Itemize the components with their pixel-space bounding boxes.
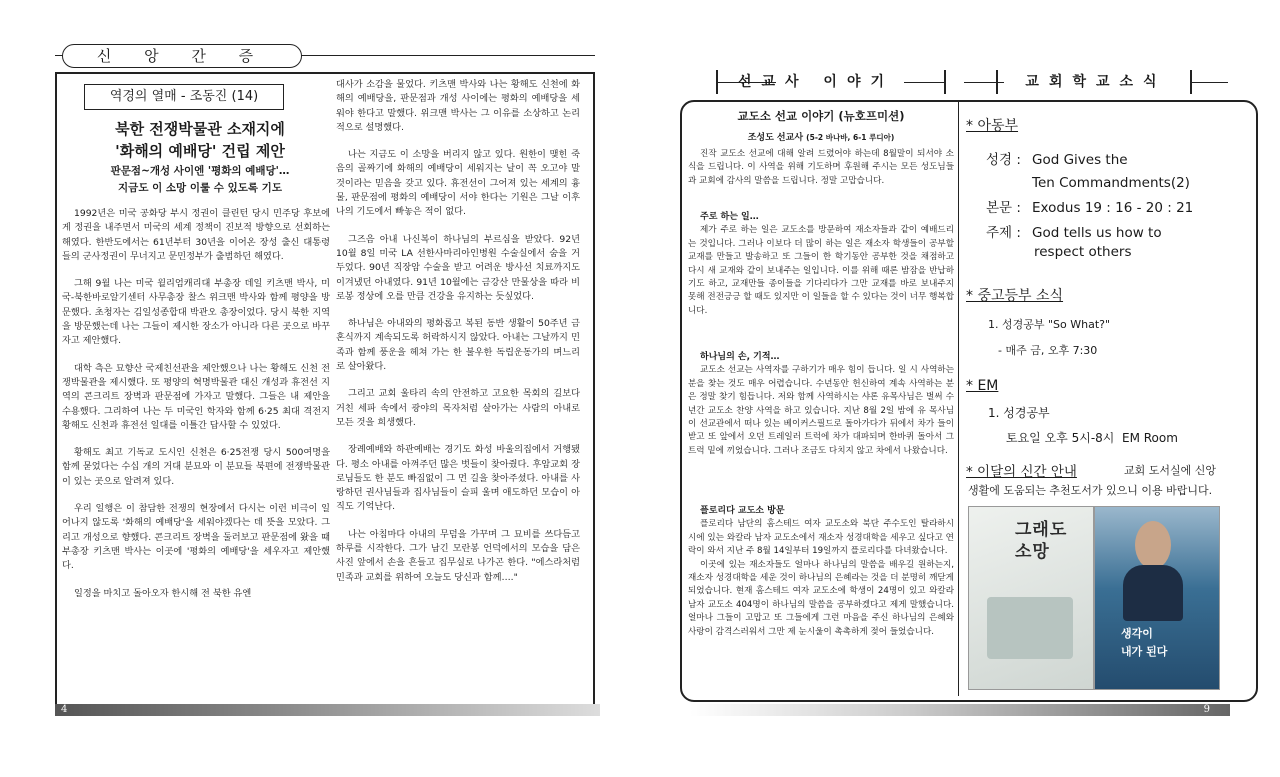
section-heading: 주로 하는 일… [700, 212, 759, 222]
author-photo-body [1123, 565, 1183, 621]
em-title: * EM [966, 378, 999, 394]
header-rule [964, 82, 1004, 83]
kids-text-label: 본문 : [986, 200, 1021, 216]
page-number: 4 [61, 704, 68, 715]
mission-intro [688, 148, 954, 188]
mission-section-2 [688, 351, 954, 458]
book-cover-2-title-2: 내가 된다 [1121, 645, 1168, 658]
headline-line-2: '화해의 예배당' 건립 제안 [115, 142, 285, 160]
paragraph: 대학 측은 묘향산 국제친선관을 제안했으나 나는 황해도 신천 전쟁박물관을 제시했다. 또 평양의 혁명박물관 대신 개성과 휴전선 지역의 콘크리트 장벽과 판문점에 가자고 말했다. 그들은 내 제안을 수용했다. 그리하여 나는 두 미국인 학자와 함께 6·25 최대 격전지 황해도 신천과 휴전선 일대를 이틀간 답사할 수 있었다. [62, 362, 330, 431]
header-tick [944, 70, 946, 94]
footer-bar-left [55, 704, 600, 716]
paragraph: 그리고 교회 울타리 속의 안전하고 고요한 목회의 길보다 거친 세파 속에서 광야의 목자처럼 살아가는 사람의 아내로 모든 것을 희생했다. [336, 388, 580, 428]
paragraph: 장례예배와 하관예배는 경기도 화성 바울의집에서 거행됐다. 평소 아내를 아껴주던 많은 벗들이 찾아줬다. 후암교회 장로님들도 한 분도 빠짐없이 그 먼 길을 찾아주셨다. 아내를 사랑하던 권사님들과 집사님들이 슬피 울며 애도하던 모습이 아직도 기억난다. [336, 444, 580, 513]
kids-verse-2: Ten Commandments(2) [1032, 175, 1190, 191]
paragraph: 일정을 마치고 돌아오자 한시해 전 북한 유엔 [74, 587, 252, 599]
new-books-desc-1: 교회 도서실에 신앙 [1124, 464, 1217, 477]
footer-bar-right [690, 704, 1230, 716]
mission-section-3 [688, 505, 954, 639]
page-number: 9 [1203, 704, 1210, 715]
series-title: 역경의 열매 - 조동진 (14) [84, 84, 284, 110]
paragraph: 이곳에 있는 재소자들도 얼마나 하나님의 말씀을 배우길 원하는지, 재소자 성경대학을 세운 것이 하나님의 은혜라는 것을 더 분명히 깨닫게 되었습니다. 현재 홈스테드 여자 교도소에 학생이 24명이 있고 와칼라 남자 교도소 404명이 하나님의 말씀을 공부하겠다고 제게 말했습니다. 얼마나 그들이 고맙고 또 그들에게 그런 마음을 주신 하나님의 은혜와 사랑이 감격스러워서 그만 제 눈시울이 촉촉하게 젖어 들었습니다. [688, 559, 954, 637]
article-subheadline [70, 163, 330, 197]
paragraph: 그즈음 아내 나신복이 하나님의 부르심을 받았다. 92년 10월 8일 미국 LA 선한사마리아인병원 수술실에서 숨을 거두었다. 90년 직장암 수술을 받고 어려운 방사선 치료까지도 이겨냈던 아내였다. 91년 10월에는 금강산 만물상을 따라 비로봉 정상에 오를 만큼 건강을 유지하는 듯싶었다. [336, 233, 580, 302]
section-header-mission: 선교사 이야기 [737, 74, 895, 90]
paragraph: 그해 9월 나는 미국 윌리엄캐리대 부총장 데일 키츠맨 박사, 미국-북한바로알기센터 사무총장 찰스 위크맨 박사와 함께 평양을 방문했다. 초청자는 김일성종합대 박관오 총장이었다. 당시 북한 지역을 방문했는데 나는 그들이 제시한 장소가 아니라 다른 곳으로 바꾸자고 제안했다. [62, 278, 330, 347]
em-item-2: 토요일 오후 5시-8시 EM Room [1006, 431, 1178, 445]
subheadline-line-1: 판문점~개성 사이엔 '평화의 예배당'… [110, 165, 290, 177]
book-cover-2-title-1: 생각이 [1121, 627, 1153, 640]
mission-title: 교도소 선교 이야기 (뉴호프미션) [737, 109, 905, 123]
paragraph: 대사가 소감을 물었다. 키츠맨 박사와 나는 황해도 신천에 화해의 예배당을, 판문점과 개성 사이에는 평화의 예배당을 세워야 한다고 말했다. 위크맨 박사는 그 이유를 소상하고 논리적으로 설명했다. [336, 79, 580, 133]
youth-item-1: 1. 성경공부 "So What?" [988, 318, 1111, 331]
paragraph: 우리 일행은 이 참담한 전쟁의 현장에서 다시는 이런 비극이 일어나지 않도록 '화해의 예배당'을 세워야겠다는 데 뜻을 모았다. 그리고 개성으로 향했다. 콘크리트 장벽을 둘러보고 판문점에 왔을 때 부총장 키츠맨 박사는 이곳에 '평화의 예배당'을 세우자고 제안했다. [62, 503, 330, 572]
paragraph: 제가 주로 하는 일은 교도소를 방문하여 재소자들과 같이 예배드리는 것입니다. 그러나 이보다 더 많이 하는 일은 재소자 학생들이 공부할 교재를 만들고 발송하고 또 그들이 한 학기동안 공부한 것을 채점하고 다시 새 교재와 같이 보내주는 일입니다. 이를 위해 때론 밤잠을 반납하기도 하고, 교재만들 종이들을 기다리다가 그만 교재를 바로 보내주지 못해 전전긍긍 할 때도 있지만 이 일들을 할 수 있다는 것이 너무 행복합니다. [688, 225, 954, 316]
header-rule [1190, 82, 1228, 83]
youth-item-2: - 매주 금, 오후 7:30 [998, 344, 1098, 357]
kids-text: Exodus 19 : 16 - 20 : 21 [1032, 200, 1194, 216]
section-header-testimony: 신 앙 간 증 [62, 44, 302, 68]
author-photo [1135, 521, 1171, 569]
section-heading: 플로리다 교도소 방문 [700, 506, 785, 516]
cover-illustration [987, 597, 1073, 659]
header-tick [1190, 70, 1192, 94]
book-cover-2-title [1121, 625, 1167, 661]
mission-author-line [690, 130, 952, 143]
paragraph: 나는 지금도 이 소망을 버리지 않고 있다. 원한이 맺힌 죽음의 골짜기에 화해의 예배당이 세워지는 날이 꼭 오고야 말 것이라는 믿음을 갖고 있다. 휴전선이 그어져 있는 세계의 흉물, 판문점에 평화의 예배당이 서야 한다는 기원은 그날 이후 나의 기도에서 빠놓은 적이 없다. [336, 149, 580, 218]
headline-line-1: 북한 전쟁박물관 소재지에 [115, 120, 285, 138]
mission-author-note: (5-2 바나바, 6-1 루디아) [806, 133, 895, 142]
em-item-1: 1. 성경공부 [988, 406, 1050, 420]
article-column-2 [336, 78, 580, 598]
section-header-church-school: 교회학교소식 [1025, 74, 1167, 90]
article-column-1 [62, 207, 330, 614]
youth-title: * 중고등부 소식 [966, 288, 1064, 304]
paragraph: 황해도 최고 기독교 도시인 신천은 6·25전쟁 당시 500여명을 함께 묻었다는 수십 개의 거대 분묘와 이 분묘들 북편에 전쟁박물관이 있는 곳으로 알려져 있다. [62, 447, 330, 487]
kids-theme-1: God tells us how to [1032, 225, 1162, 241]
paragraph: 1992년은 미국 공화당 부시 정권이 클린턴 당시 민주당 후보에게 정권을 내주면서 미국의 세계 정책이 진보적 방향으로 선회하는 해였다. 한반도에서는 61년부터 30년을 이어온 장성 출신 대통령들의 군사정권이 무너지고 문민정부가 출범하던 해였다. [62, 208, 330, 262]
mission-section-1 [688, 211, 954, 318]
mission-author: 조성도 선교사 [747, 133, 804, 143]
paragraph: 진작 교도소 선교에 대해 알려 드렸어야 하는데 8월말이 되서야 소식을 드립니다. 이 사역을 위해 기도하며 후원해 주시는 모든 성도님들과 교회에 감사의 말씀을 드립니다. 정말 고맙습니다. [688, 149, 954, 186]
header-tick [716, 70, 718, 94]
book-cover-2 [1094, 506, 1220, 690]
new-books-title: * 이달의 신간 안내 [966, 464, 1077, 480]
paragraph: 나는 아침마다 아내의 무덤을 가꾸며 그 묘비를 쓰다듬고 하루를 시작한다. 그가 남긴 모란봉 언덕에서의 모습을 담은 사진 앞에서 손을 흔들고 집무실로 나가곤 한다. "에스라처럼 민족과 교회를 위하여 오늘도 당신과 함께…." [336, 528, 580, 583]
new-books-desc-2: 생활에 도움되는 추천도서가 있으니 이용 바랍니다. [968, 484, 1213, 497]
paragraph: 하나님은 아내와의 평화롭고 복된 동반 생활이 50주년 금혼식까지 계속되도록 허락하시지 않았다. 아내는 그날까지 민족과 함께 풍운을 헤쳐 가는 한 불우한 독립운동가의 며느리로 살아왔다. [336, 318, 580, 373]
article-headline [70, 118, 330, 162]
section-heading: 하나님의 손, 기적… [700, 352, 780, 362]
kids-verse-label: 성경 : [986, 152, 1021, 168]
kids-theme-2: respect others [1034, 244, 1132, 260]
subheadline-line-2: 지금도 이 소망 이룰 수 있도록 기도 [118, 182, 282, 194]
header-tick [996, 70, 998, 94]
book-cover-1 [968, 506, 1094, 690]
kids-verse-1: God Gives the [1032, 152, 1128, 168]
kids-theme-label: 주제 : [986, 225, 1021, 241]
header-rule [904, 82, 944, 83]
book-cover-1-title: 그래도 소망 [1015, 520, 1068, 562]
kids-department-title: * 아동부 [966, 118, 1019, 134]
column-divider [958, 102, 959, 696]
paragraph: 교도소 선교는 사역자를 구하기가 매우 힘이 듭니다. 일 시 사역하는 분을 찾는 것도 매우 어렵습니다. 수년동안 헌신하여 계속 사역하는 분은 정말 찾기 힘듭니다. 저와 함께 사역하시는 샤론 유목사님은 벌써 수년간 교도소 찬양 사역을 하고 있습니다. 지난 8월 2일 밤에 유 목사님이 선교관에서 떠나 있는 베이커스필드로 돌아가다가 뒤에서 차가 들이 받고 또 앞에서 오던 트레일러 트럭에 차가 대파되며 한바퀴 돌아서 그 트럭 밑에 끼었습니다. 그러나 조금도 다치지 않고 차에서 나왔습니다. [688, 365, 954, 456]
paragraph: 플로리다 남단의 홈스테드 여자 교도소와 북단 주수도인 탈라하시 시에 있는 와칼라 남자 교도소에서 재소자 성경대학을 세우고 싶다고 연락이 와서 지난 주 8월 14일부터 19일까지 플로리다를 다녀왔습니다. [688, 519, 954, 557]
